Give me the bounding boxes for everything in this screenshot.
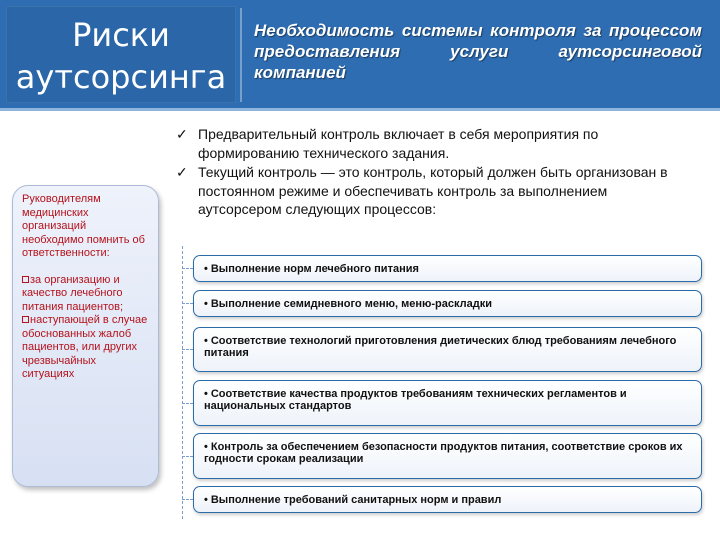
process-text: Соответствие технологий приготовления диетических блюд требованиям лечебного питания <box>204 335 677 359</box>
process-connector <box>182 303 193 305</box>
side-note-item-text: за организацию и качество лечебного питания пациентов; <box>22 273 124 313</box>
slide-title: Риски аутсорсинга <box>15 16 227 96</box>
side-note-item <box>22 274 150 315</box>
process-text: Выполнение норм лечебного питания <box>210 263 419 275</box>
process-box <box>193 433 702 479</box>
process-text: Контроль за обеспечением безопасности продуктов питания, соответствие сроков их годности срокам реализации <box>204 441 683 465</box>
slide-subtitle: Необходимость системы контроля за процессом предоставления услуги аутсорсинговой компанией <box>254 21 702 82</box>
process-text: Соответствие качества продуктов требованиям технических регламентов и национальных стандартов <box>204 388 627 412</box>
bullet-item <box>174 125 689 162</box>
bullet-dot-icon: • <box>204 263 208 275</box>
side-note-intro: Руководителям медицинских организаций необходимо помнить об ответственности: <box>22 193 145 259</box>
process-text: Выполнение семидневного меню, меню-раскладки <box>210 298 492 310</box>
square-bullet-icon <box>22 276 29 283</box>
bullet-dot-icon: • <box>204 494 208 506</box>
process-box <box>193 486 702 513</box>
checkmark-icon: ✓ <box>176 164 188 180</box>
side-note <box>22 193 150 382</box>
process-connector <box>182 403 193 405</box>
bullet-item <box>174 163 689 219</box>
side-note-item <box>22 314 150 382</box>
bullet-text: Текущий контроль — это контроль, который должен быть организован в постоянном режиме и обеспечивать контроль за выполнением аутсорсером следующих процессов: <box>198 164 668 217</box>
process-box <box>193 380 702 426</box>
process-connector <box>182 268 193 270</box>
checkmark-icon: ✓ <box>176 126 188 142</box>
process-connector <box>182 456 193 458</box>
process-box <box>193 327 702 372</box>
process-text: Выполнение требований санитарных норм и правил <box>210 494 502 506</box>
square-bullet-icon <box>22 316 29 323</box>
bullet-dot-icon: • <box>204 335 208 347</box>
process-connector <box>182 349 193 351</box>
process-box <box>193 255 702 282</box>
bullet-dot-icon: • <box>204 298 208 310</box>
bullet-dot-icon: • <box>204 441 208 453</box>
bullet-text: Предварительный контроль включает в себя мероприятия по формированию технического задания. <box>198 126 599 161</box>
process-box <box>193 290 702 317</box>
process-connector <box>182 499 193 501</box>
bullet-list <box>174 125 689 220</box>
side-note-item-text: наступающей в случае обоснованных жалоб пациентов, или других чрезвычайных ситуациях <box>22 314 148 380</box>
process-connector-line <box>182 246 184 519</box>
bullet-dot-icon: • <box>204 388 208 400</box>
header-divider <box>240 8 242 102</box>
header-underline <box>0 108 720 111</box>
